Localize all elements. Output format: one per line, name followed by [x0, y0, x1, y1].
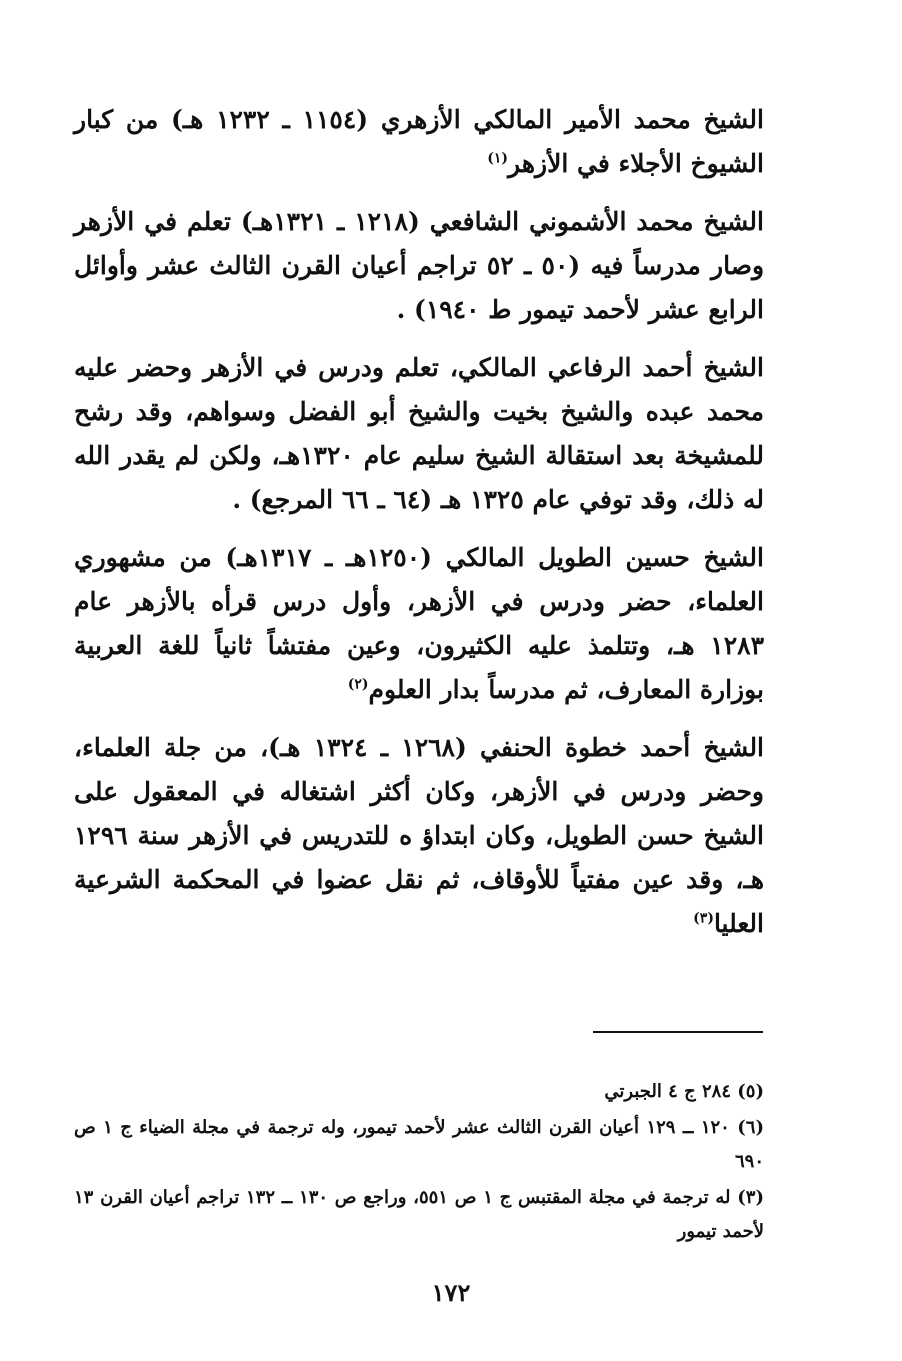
- footnote-divider: [593, 1031, 763, 1033]
- footnote-marker: (٣): [693, 910, 714, 927]
- paragraph: [74, 536, 764, 712]
- footnote: (٦) ١٢٠ ــ ١٢٩ أعيان القرن الثالث عشر لأحمد تيمور، وله ترجمة في مجلة الضياء ج ١ ص ٦٩٠: [74, 1117, 764, 1172]
- footnotes: [74, 1075, 764, 1251]
- footnote: (٣) له ترجمة في مجلة المقتبس ج ١ ص ٥٥١، وراجع ص ١٣٠ ــ ١٣٢ تراجم أعيان القرن ١٣ لأحمد تيمور: [74, 1187, 764, 1242]
- paragraph-text: الشيخ أحمد الرفاعي المالكي، تعلم ودرس في الأزهر وحضر عليه محمد عبده والشيخ بخيت والشيخ أبو الفضل وسواهم، وقد رشح للمشيخة بعد استقالة الشيخ سليم عام ١٣٢٠هـ، ولكن لم يقدر الله له ذلك، وقد توفي عام ١٣٢٥ هـ (٦٤ ـ ٦٦ المرجع) .: [74, 353, 764, 514]
- paragraph-text: الشيخ أحمد خطوة الحنفي (١٢٦٨ ـ ١٣٢٤ هـ)، من جلة العلماء، وحضر ودرس في الأزهر، وكان أكثر اشتغاله في المعقول على الشيخ حسن الطويل، وكان ابتداؤ ه للتدريس في الأزهر سنة ١٢٩٦ هـ، وقد عين مفتياً للأوقاف، ثم نقل عضوا في المحكمة الشرعية العليا: [74, 733, 765, 938]
- paragraph: [74, 346, 764, 522]
- footnote: (٥) ٢٨٤ ج ٤ الجبرتي: [604, 1081, 764, 1102]
- footnote-marker: (١): [487, 150, 509, 167]
- paragraph: [74, 200, 764, 332]
- page-number: ١٧٢: [431, 1278, 471, 1307]
- footnote-marker: (٢): [347, 676, 369, 693]
- paragraph: [74, 726, 764, 946]
- paragraph: [74, 98, 764, 186]
- main-text: [74, 98, 764, 960]
- paragraph-text: الشيخ محمد الأشموني الشافعي (١٢١٨ ـ ١٣٢١هـ) تعلم في الأزهر وصار مدرساً فيه (٥٠ ـ ٥٢ تراجم أعيان القرن الثالث عشر وأوائل الرابع عشر لأحمد تيمور ط ١٩٤٠) .: [74, 207, 765, 324]
- paragraph-text: الشيخ حسين الطويل المالكي (١٢٥٠هـ ـ ١٣١٧هـ) من مشهوري العلماء، حضر ودرس في الأزهر، وأول درس قرأه بالأزهر عام ١٢٨٣ هـ، وتتلمذ عليه الكثيرون، وعين مفتشاً ثانياً للغة العربية بوزارة المعارف، ثم مدرساً بدار العلوم: [74, 543, 764, 704]
- paragraph-text: الشيخ محمد الأمير المالكي الأزهري (١١٥٤ ـ ١٢٣٢ هـ) من كبار الشيوخ الأجلاء في الأزهر: [74, 105, 764, 178]
